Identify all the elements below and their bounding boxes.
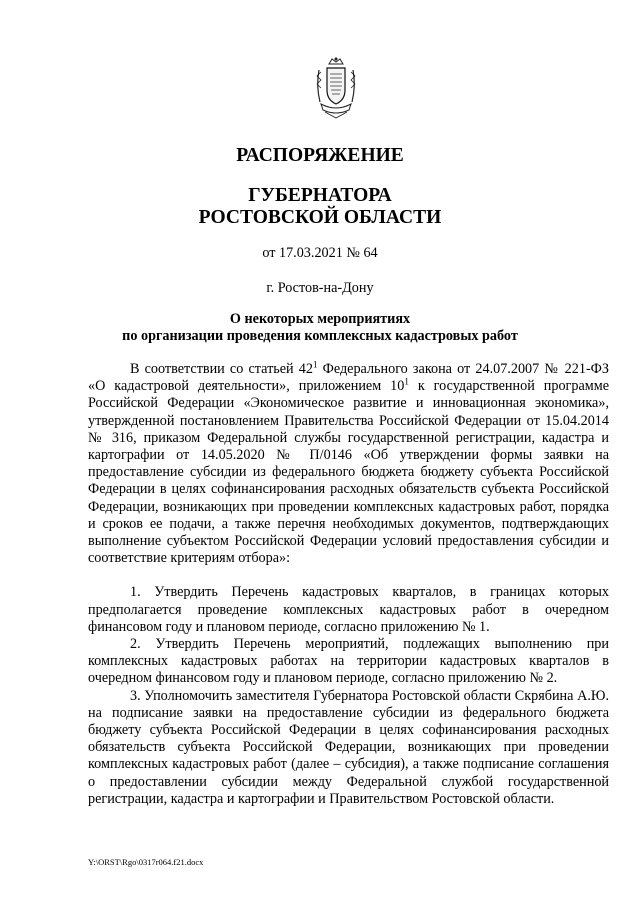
superscript: 1 <box>404 376 409 387</box>
subject-line1: О некоторых мероприятиях <box>229 311 411 327</box>
document-type-title: РАСПОРЯЖЕНИЕ <box>236 145 404 166</box>
date-number: от 17.03.2021 № 64 <box>262 245 378 261</box>
subject-line2: по организации проведения комплексных кадастровых работ <box>122 328 518 344</box>
preamble-text: В соответствии со статьей 42 <box>130 361 313 377</box>
coat-of-arms-emblem <box>313 56 359 120</box>
item-1: 1. Утвердить Перечень кадастровых кварталов, в границах которых предполагается проведение комплексных кадастровых работ в очередном финансовом году и плановом периоде, согласно приложению № 1. <box>88 584 609 635</box>
file-path-footer: Y:\ORST\Rgo\0317r064.f21.docx <box>88 857 204 867</box>
preamble-text: Федерального закона от 24.07.2007 № 221-ФЗ «О кадастровой деятельности», приложением 10 <box>88 361 609 395</box>
city: г. Ростов-на-Дону <box>266 280 374 296</box>
issuer-title-line2: РОСТОВСКОЙ ОБЛАСТИ <box>198 207 442 228</box>
item-3: 3. Уполномочить заместителя Губернатора Ростовской области Скрябина А.Ю. на подписание заявки на предоставление субсидии из федерального бюджета бюджету субъекта Российской Федерации в целях софинансирования расходных обязательств субъекта Российской Федерации, возникающих при проведении комплексных кадастровых работ (далее – субсидия), а также подписание соглашения о предоставлении субсидии между Федеральной службой государственной регистрации, кадастра и картографии и Правительством Ростовской области. <box>88 687 609 807</box>
preamble-paragraph <box>88 361 609 567</box>
item-2: 2. Утвердить Перечень мероприятий, подлежащих выполнению при комплексных кадастровых работах на территории кадастровых кварталов в очередном финансовом году и плановом периоде, согласно приложению № 2. <box>88 636 609 687</box>
preamble-text: к государственной программе Российской Федерации «Экономическое развитие и инновационная экономика», утвержденной постановлением Правительства Российской Федерации от 15.04.2014 № 316, приказом Федеральной службы государственной регистрации, кадастра и картографии от 14.05.2020 № П/0146 «Об утверждении формы заявки на предоставление субсидии из федерального бюджета бюджету субъекта Российской Федерации в целях софинансирования расходных обязательств субъекта Российской Федерации, возникающих при проведении комплексных кадастровых работ, порядка и сроков ее подачи, а также перечня необходимых документов, подтверждающих выполнение субъектом Российской Федерации условий предоставления субсидии и соответствие критериям отбора»: <box>88 378 610 567</box>
issuer-title-line1: ГУБЕРНАТОРА <box>248 185 392 206</box>
superscript: 1 <box>312 359 318 370</box>
document-body <box>88 361 609 808</box>
